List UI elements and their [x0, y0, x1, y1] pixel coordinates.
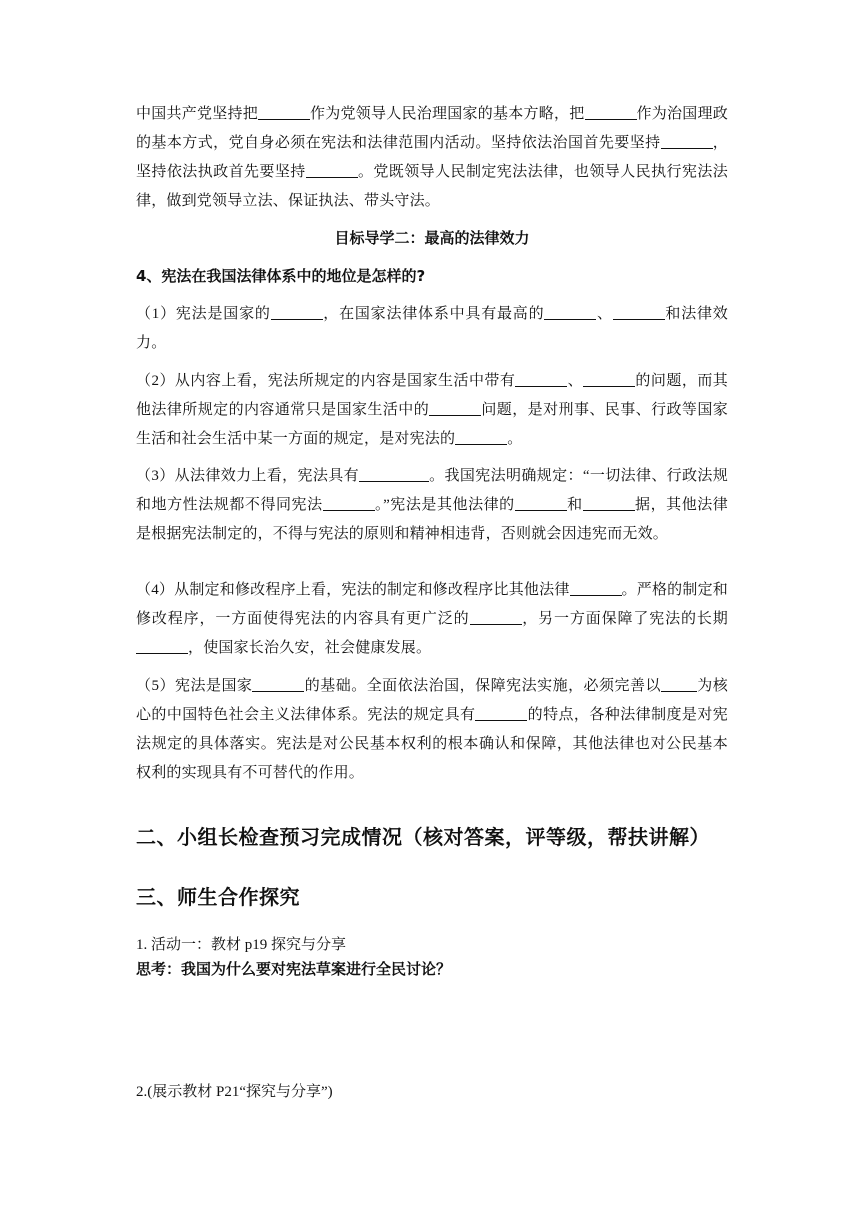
p2-text-3: 的问题，而其他法律所规定的内容通常只是国家生活中的: [136, 373, 729, 418]
activity-2: 2.(展示教材 P21“探究与分享”): [136, 1084, 333, 1100]
fill-blank[interactable]: [544, 304, 596, 320]
fill-blank[interactable]: [429, 400, 481, 416]
intro-paragraph: [136, 100, 728, 216]
p2-text-1: （2）从内容上看，宪法所规定的内容是国家生活中带有: [136, 373, 516, 389]
p4-text-1: （4）从制定和修改程序上看，宪法的制定和修改程序比其他法律: [136, 582, 570, 598]
fill-blank[interactable]: [470, 609, 522, 625]
p5-text-2: 的基础。全面依法治国，保障宪法实施，必须完善以: [304, 678, 662, 694]
heading-cooperation: 三、师生合作探究: [136, 885, 300, 909]
intro-text-3: 作为治国理政的基本方式，党自身必须在宪法和法律范围内活动。坚持依法治国首先要坚持: [136, 106, 728, 151]
p4-text-4: ，使国家长治久安，社会健康发展。: [188, 640, 432, 656]
fill-blank[interactable]: [323, 495, 375, 511]
p3-text-3: 。”宪法是其他法律的: [374, 497, 515, 513]
p5-text-3: 为核心的中国特色社会主义法律体系。宪法的规定具有: [136, 678, 728, 723]
section-two-title: 目标导学二：最高的法律效力: [334, 229, 530, 247]
p1-text-2: ，在国家法律体系中具有最高的: [322, 306, 545, 322]
paragraph-5: [136, 672, 728, 788]
p3-text-5: 据，其他法律是根据宪法制定的，不得与宪法的原则和精神相违背，否则就会因违宪而无效。: [136, 497, 729, 542]
p3-text-2: 。我国宪法明确规定：“一切法律、行政法规和地方性法规都不得同宪法: [136, 468, 728, 513]
fill-blank[interactable]: [583, 495, 635, 511]
p1-text-1: （1）宪法是国家的: [136, 306, 271, 322]
fill-blank[interactable]: [613, 304, 665, 320]
fill-blank[interactable]: [455, 429, 507, 445]
intro-text-4: ，坚持依法执政首先要坚持: [136, 135, 728, 180]
p4-text-2: 。严格的制定和修改程序，一方面使得宪法的内容具有更广泛的: [136, 582, 728, 627]
intro-text-1: 中国共产党坚持把: [136, 106, 258, 122]
p3-text-4: 和: [566, 497, 583, 513]
p3-text-1: （3）从法律效力上看，宪法具有: [136, 468, 359, 484]
fill-blank[interactable]: [570, 580, 622, 596]
activity-1: 1. 活动一：教材 p19 探究与分享: [136, 937, 347, 953]
paragraph-1: [136, 300, 728, 358]
paragraph-4: [136, 576, 728, 663]
heading-group-check: 二、小组长检查预习完成情况（核对答案，评等级，帮扶讲解）: [136, 825, 710, 849]
p5-text-1: （5）宪法是国家: [136, 678, 253, 694]
p1-text-4: 和法律效力。: [136, 306, 728, 351]
intro-text-5: 。党既领导人民制定宪法法律，也领导人民执行宪法法律，做到党领导立法、保证执法、带头守法。: [136, 164, 728, 209]
p5-text-4: 的特点，各种法律制度是对宪法规定的具体落实。宪法是对公民基本权利的根本确认和保障，其他法律也对公民基本权利的实现具有不可替代的作用。: [136, 707, 728, 781]
p2-text-2: 、: [567, 373, 584, 389]
intro-text-2: 作为党领导人民治理国家的基本方略，把: [309, 106, 585, 122]
fill-blank[interactable]: [258, 104, 310, 120]
fill-blank[interactable]: [252, 676, 304, 692]
fill-blank[interactable]: [475, 705, 527, 721]
p2-text-4: 问题，是对刑事、民事、行政等国家生活和社会生活中某一方面的规定，是对宪法的: [136, 402, 728, 447]
fill-blank[interactable]: [661, 133, 713, 149]
paragraph-2: [136, 367, 728, 454]
fill-blank[interactable]: [359, 466, 429, 482]
fill-blank[interactable]: [306, 162, 358, 178]
paragraph-3: [136, 462, 728, 549]
fill-blank[interactable]: [136, 638, 188, 654]
p4-text-3: ，另一方面保障了宪法的长期: [521, 611, 728, 627]
p2-text-5: 。: [507, 431, 523, 447]
fill-blank[interactable]: [661, 676, 697, 692]
p1-text-3: 、: [596, 306, 613, 322]
fill-blank[interactable]: [271, 304, 323, 320]
fill-blank[interactable]: [515, 371, 567, 387]
question-4: 4、宪法在我国法律体系中的地位是怎样的?: [136, 267, 426, 285]
fill-blank[interactable]: [585, 104, 637, 120]
think-question: 思考：我国为什么要对宪法草案进行全民讨论？: [136, 960, 452, 978]
fill-blank[interactable]: [583, 371, 635, 387]
fill-blank[interactable]: [515, 495, 567, 511]
